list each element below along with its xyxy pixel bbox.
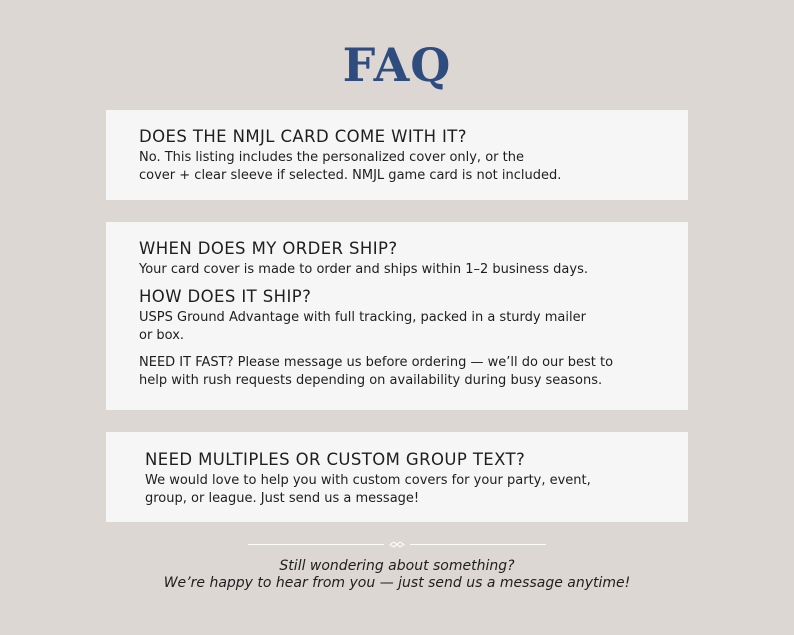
faq-question: HOW DOES IT SHIP? (139, 287, 312, 306)
divider-line-right (410, 544, 546, 545)
answer-line: or box. (139, 328, 185, 343)
page-title: FAQ (342, 38, 452, 92)
faq-card-nmjl (106, 110, 688, 200)
faq-answer (139, 309, 688, 345)
note-line: NEED IT FAST? Please message us before ordering — we’ll do our best to (139, 355, 614, 370)
answer-line: USPS Ground Advantage with full tracking, packed in a sturdy mailer (139, 310, 586, 325)
answer-line: No. This listing includes the personalized cover only, or the (139, 150, 524, 165)
faq-answer (145, 472, 688, 508)
divider-line-left (248, 544, 384, 545)
footer-line: We’re happy to hear from you — just send us a message anytime! (163, 575, 631, 591)
faq-answer (139, 261, 688, 279)
faq-note (139, 354, 688, 390)
footer-message (0, 558, 794, 592)
answer-line: group, or league. Just send us a message! (145, 491, 420, 506)
answer-line: cover + clear sleeve if selected. NMJL game card is not included. (139, 168, 562, 183)
footer-line: Still wondering about something? (279, 558, 515, 574)
answer-line: We would love to help you with custom covers for your party, event, (145, 473, 591, 488)
faq-answer (139, 149, 688, 185)
faq-card-shipping (106, 222, 688, 410)
note-line: help with rush requests depending on availability during busy seasons. (139, 373, 603, 388)
faq-question: DOES THE NMJL CARD COME WITH IT? (139, 127, 467, 146)
answer-line: Your card cover is made to order and ships within 1–2 business days. (139, 262, 588, 277)
faq-question: NEED MULTIPLES OR CUSTOM GROUP TEXT? (145, 450, 526, 469)
faq-card-multiples (106, 432, 688, 522)
faq-question: WHEN DOES MY ORDER SHIP? (139, 239, 398, 258)
ornament-icon (389, 540, 405, 549)
ornament-divider (248, 544, 546, 546)
